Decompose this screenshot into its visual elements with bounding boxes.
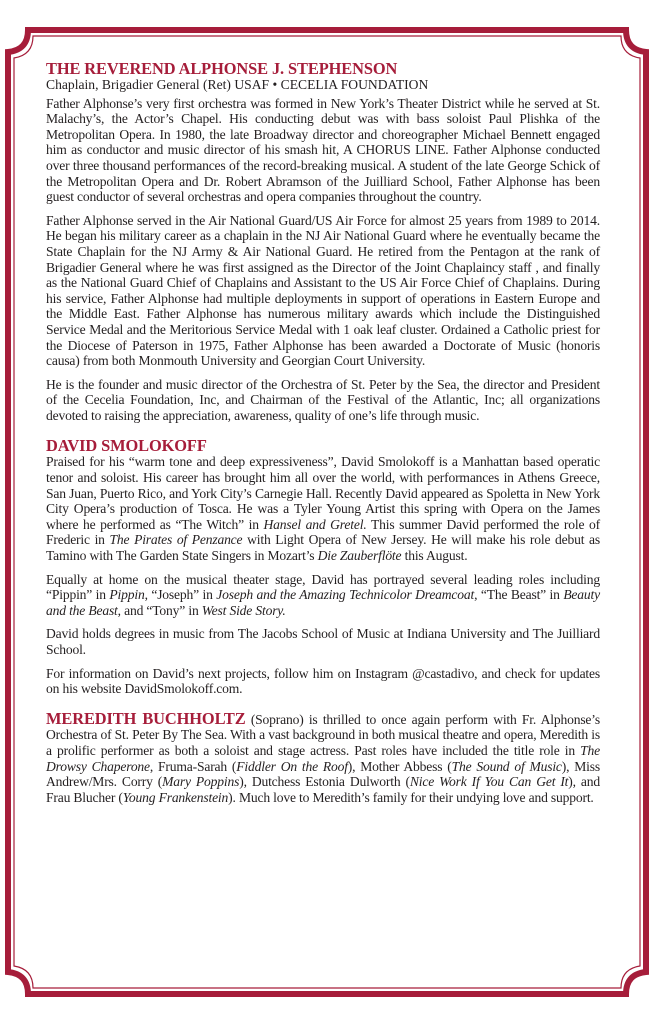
bio-paragraph: David holds degrees in music from The Jacobs School of Music at Indiana University and The Juilliard School.	[46, 626, 600, 657]
text-run: Equally at home on the musical theater stage, David has portrayed several leading roles including “Pippin” in	[46, 571, 600, 603]
work-title: Fiddler On the Roof	[236, 758, 348, 774]
text-run: ), Mother Abbess (	[347, 758, 452, 774]
text-run: ), and Frau Blucher (	[46, 774, 600, 805]
bio-content	[46, 60, 600, 813]
work-title: Mary Poppins	[162, 774, 240, 790]
work-title: West Side Story.	[201, 602, 286, 618]
text-run: , “The Beast” in	[474, 587, 564, 603]
work-title: Joseph and the Amazing Technicolor Dreamcoat	[216, 587, 475, 603]
bio-stephenson	[46, 60, 600, 423]
bio-paragraph: For information on David’s next projects, follow him on Instagram @castadivo, and check for updates on his website DavidSmolokoff.com.	[46, 665, 600, 697]
work-title: Nice Work If You Can Get It	[409, 774, 569, 790]
bio-name: DAVID SMOLOKOFF	[46, 436, 207, 456]
text-run: this August.	[401, 548, 468, 564]
work-title: Hansel and Gretel.	[263, 516, 367, 532]
text-run: Praised for his “warm tone and deep expressiveness”, David Smolokoff is a Manhattan based operatic tenor and soloist. His career has brought him all over the world, with performances in Athens Greece, San Juan, Puerto Rico, and York City’s Carnegie Hall. Recently David appeared as Spoletta in New York City Opera’s production of Tosca. He was a Tyler Young Artist this spring with Opera on the James where he performed as “The Witch” in	[46, 454, 600, 532]
work-title: Young Frankenstein	[122, 789, 229, 805]
text-run: , Fruma-Sarah (	[149, 758, 237, 774]
text-run: ). Much love to Meredith’s family for their undying love and support.	[228, 789, 594, 805]
bio-paragraph	[46, 572, 600, 619]
text-run: , and “Tony” in	[117, 602, 202, 618]
work-title: Pippin	[109, 587, 145, 603]
text-run: (Soprano) is thrilled to once again perform with Fr. Alphonse’s Orchestra of St. Peter By The Sea. With a vast background in both musical theatre and opera, Meredith is a prolific performer as both a soloist and stage actress. Past roles have included the title role in	[46, 711, 600, 758]
work-title: The Drowsy Chaperone	[46, 742, 600, 774]
bio-name: MEREDITH BUCHHOLTZ	[46, 708, 246, 728]
text-run: ), Miss Andrew/Mrs. Corry (	[46, 758, 600, 790]
work-title: Beauty and the Beast	[46, 587, 600, 618]
bio-paragraph: He is the founder and music director of the Orchestra of St. Peter by the Sea, the director and President of the Cecelia Foundation, Inc, and Chairman of the Festival of the Atlantic, Inc; all organizations devoted to raising the appreciation, awareness, quality of one’s life through music.	[46, 376, 600, 423]
bio-name: THE REVEREND ALPHONSE J. STEPHENSON	[46, 59, 398, 78]
text-run: , “Joseph” in	[144, 587, 217, 603]
work-title: The Pirates of Penzance	[109, 532, 243, 548]
bio-paragraph: Father Alphonse served in the Air National Guard/US Air Force for almost 25 years from 1989 to 2014. He began his military career as a chaplain in the NJ Air National Guard where he eventually became the State Chaplain for the NJ Army & Air National Guard. He retired from the Pentagon at the rank of Brigadier General where he was first assigned as the Director of the Joint Chaplaincy staff , and finally as the National Guard Chief of Chaplains and Assistant to the US Air Force Chief of Chaplains. During his service, Father Alphonse had multiple deployments in support of operations in Eastern Europe and the Middle East. Father Alphonse has numerous military awards which include the Distinguished Service Medal and the Meritorious Service Medal with 1 oak leaf cluster. Ordained a Catholic priest for the Diocese of Paterson in 1975, Father Alphonse has been awarded a Doctorate of Music (honoris causa) from both Monmouth University and Georgian Court University.	[46, 212, 600, 369]
bio-paragraph	[46, 454, 600, 563]
text-run: ), Dutchess Estonia Dulworth (	[239, 774, 410, 790]
bio-paragraph	[46, 708, 600, 806]
bio-smolokoff	[46, 437, 600, 696]
work-title: Die Zauberflöte	[317, 548, 402, 564]
work-title: The Sound of Music	[451, 758, 562, 774]
bio-buchholtz	[46, 708, 600, 806]
text-run: This summer David performed the role of Frederic in	[46, 516, 600, 548]
text-run: with Light Opera of New Jersey. He will make his role debut as Tamino with The Garden State Singers in Mozart’s	[46, 532, 601, 564]
bio-subtitle: Chaplain, Brigadier General (Ret) USAF • CECELIA FOUNDATION	[46, 77, 429, 92]
bio-paragraph: Father Alphonse’s very first orchestra was formed in New York’s Theater District while he served at St. Malachy’s, the Actor’s Chapel. His conducting debut was with bass soloist Paul Plishka of the Metropolitan Opera. In 1980, the late Broadway director and choreographer Michael Bennett engaged him as conductor and music director of his smash hit, A CHORUS LINE. Father Alphonse conducted over three thousand performances of the record-breaking musical. A student of the late George Schick of the Metropolitan Opera and Dr. Robert Abramson of the Juilliard School, Father Alphonse has been guest conductor of several orchestras and opera companies throughout the country.	[46, 95, 600, 205]
